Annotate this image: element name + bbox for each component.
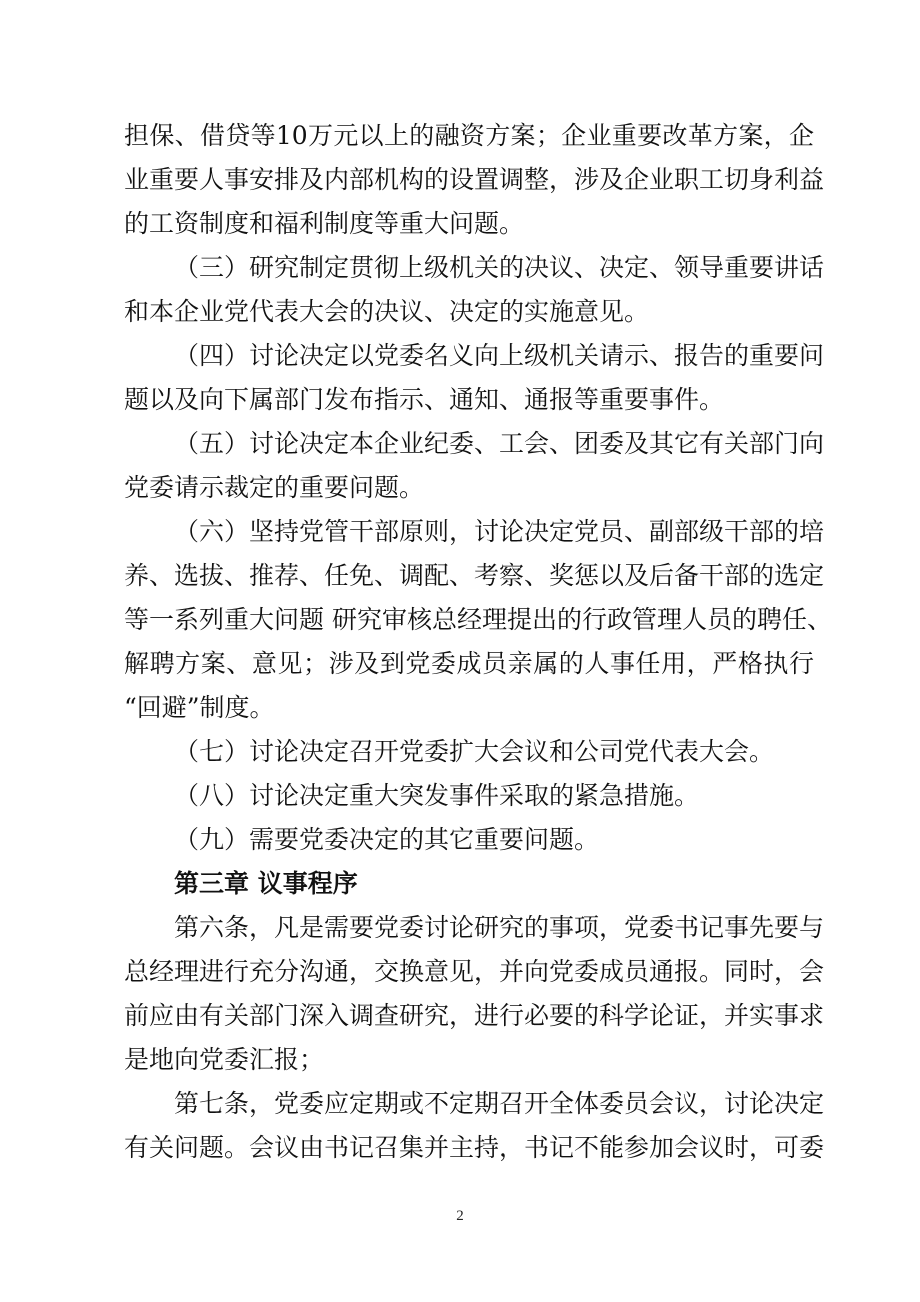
text-line: 是地向党委汇报； bbox=[124, 1045, 325, 1074]
paragraph-item-4 bbox=[124, 334, 825, 422]
text-line: 业重要人事安排及内部机构的设置调整，涉及企业职工切身利益 bbox=[124, 165, 825, 194]
text-line: 的工资制度和福利制度等重大问题。 bbox=[124, 209, 525, 238]
paragraph-item-7 bbox=[124, 730, 814, 774]
text-line: 担保、借贷等10万元以上的融资方案；企业重要改革方案，企 bbox=[124, 121, 814, 150]
text-line: （八）讨论决定重大突发事件采取的紧急措施。 bbox=[174, 781, 700, 810]
article-6 bbox=[124, 906, 825, 1082]
text-line: （九）需要党委决定的其它重要问题。 bbox=[174, 825, 600, 854]
text-line: 党委请示裁定的重要问题。 bbox=[124, 473, 425, 502]
article-7 bbox=[124, 1082, 825, 1170]
paragraph-item-3 bbox=[124, 246, 825, 334]
text-line: 总经理进行充分沟通，交换意见，并向党委成员通报。同时，会 bbox=[124, 957, 825, 986]
text-line: （六）坚持党管干部原则，讨论决定党员、副部级干部的培 bbox=[174, 517, 825, 546]
text-line: （三）研究制定贯彻上级机关的决议、决定、领导重要讲话 bbox=[174, 253, 825, 282]
text-line: 题以及向下属部门发布指示、通知、通报等重要事件。 bbox=[124, 385, 725, 414]
text-line: 养、选拔、推荐、任免、调配、考察、奖惩以及后备干部的选定 bbox=[124, 561, 825, 590]
page-number: 2 bbox=[456, 1208, 464, 1224]
text-line: 解聘方案、意见；涉及到党委成员亲属的人事任用，严格执行 bbox=[124, 649, 814, 678]
text-line: （五）讨论决定本企业纪委、工会、团委及其它有关部门向 bbox=[174, 429, 825, 458]
document-body bbox=[124, 114, 832, 1170]
text-line: 有关问题。会议由书记召集并主持，书记不能参加会议时，可委 bbox=[124, 1133, 825, 1162]
text-line: “回避”制度。 bbox=[124, 693, 275, 722]
paragraph-item-5 bbox=[124, 422, 825, 510]
text-line: 和本企业党代表大会的决议、决定的实施意见。 bbox=[124, 297, 650, 326]
text-line: （四）讨论决定以党委名义向上级机关请示、报告的重要问 bbox=[174, 341, 825, 370]
text-line: 等一系列重大问题 研究审核总经理提出的行政管理人员的聘任、 bbox=[124, 605, 832, 634]
text-line: 第七条，党委应定期或不定期召开全体委员会议，讨论决定 bbox=[174, 1089, 825, 1118]
paragraph-item-6 bbox=[124, 510, 832, 730]
paragraph-item-8 bbox=[124, 774, 814, 818]
text-line: （七）讨论决定召开党委扩大会议和公司党代表大会。 bbox=[174, 737, 775, 766]
chapter-heading: 第三章 议事程序 bbox=[174, 869, 358, 898]
paragraph-item-9 bbox=[124, 818, 814, 862]
paragraph-financing-continuation bbox=[124, 114, 825, 246]
text-line: 前应由有关部门深入调查研究，进行必要的科学论证，并实事求 bbox=[124, 1001, 825, 1030]
text-line: 第六条，凡是需要党委讨论研究的事项，党委书记事先要与 bbox=[174, 913, 825, 942]
